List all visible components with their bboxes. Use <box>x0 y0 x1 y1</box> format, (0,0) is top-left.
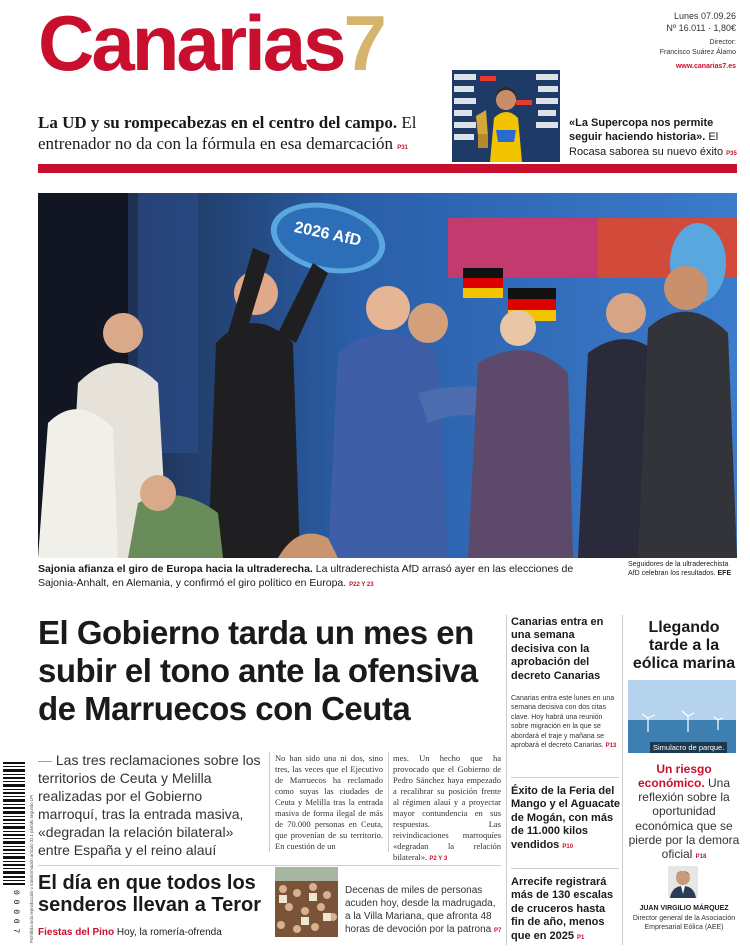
column-rule <box>506 615 507 945</box>
wind-lead: Un riesgo económico. <box>637 762 712 791</box>
afd-sign-text: 2026 AfD <box>292 218 363 250</box>
teror-page: P7 <box>494 928 502 934</box>
canarias-decree-headline[interactable]: Canarias entra en una semana decisiva con la aprobación del decreto Canarias <box>511 616 604 682</box>
column-rule <box>622 615 623 945</box>
lead-headline[interactable]: El Gobierno tarda un mes en subir el tono ante la ofensiva de Marruecos con Ceuta <box>38 614 478 727</box>
teaser-supercopa-headline: «La Supercopa nos permite seguir haciendo historia». <box>569 117 714 144</box>
main-photo-afd-celebration[interactable] <box>38 193 737 558</box>
legal-notice <box>26 745 36 945</box>
teror-text: Decenas de miles de personas acuden hoy, desde la madrugada, a la Villa Mariana, que afronta 48 horas de devoción por la patrona <box>345 885 496 935</box>
wind-photo-label: Simulacro de parque. <box>650 742 727 753</box>
issue-date: Lunes 07.09.26 <box>673 11 736 21</box>
wind-page: P18 <box>695 853 707 860</box>
teror-kicker-text: Hoy, la romería-ofrenda <box>116 927 222 938</box>
barcode <box>3 762 25 940</box>
barcode-digits: 0 0 0 0 7 <box>11 890 20 934</box>
lead-body-col1: No han sido una ni dos, sino tres, las veces que el Ejecutivo de Marruecos ha reclamado como suyas las ciudades de Ceuta y Melilla tras la entrada masiva de forma ilegal de más de 70.000 personas en Ceuta, que provenían de su territorio. En cuestión de un <box>275 753 383 852</box>
lead-subhead-text: Las tres reclamaciones sobre los territorios de Ceuta y Melilla realizadas por el Gobierno marroquí, tras la entrada masiva, «degradan la relación bilateral» entre España y el reino alauí <box>38 752 261 858</box>
teror-kicker <box>38 927 273 938</box>
teaser-ud[interactable] <box>38 113 438 154</box>
photo-side-caption <box>628 560 740 578</box>
subhead-dash: — <box>38 752 56 768</box>
teror-summary <box>345 884 503 936</box>
teaser-supercopa-page: P35 <box>726 150 737 157</box>
mango-fair-page: P10 <box>562 843 574 850</box>
photo-credit: EFE <box>717 570 732 578</box>
canarias-decree-text: Canarias entra este lunes en una semana decisiva con dos citas clave. Hoy habrá una reunión sobre migración en la que se abordará el traje y mañana se aprobará el decreto Canarias. <box>511 695 615 750</box>
website-link[interactable]: www.canarias7.es <box>675 63 736 71</box>
teaser-ud-page: P31 <box>397 144 408 151</box>
main-caption-headline: Sajonia afianza el giro de Europa hacia la ultraderecha. <box>38 563 313 575</box>
main-photo-caption <box>38 562 613 590</box>
author-role: Director general de la Asociación Empresarial Eólica (AEE) <box>632 915 736 931</box>
teror-crowd-photo[interactable] <box>275 867 338 937</box>
section-divider-bar <box>38 164 737 173</box>
author-avatar <box>668 866 698 898</box>
teaser-ud-text: El entrenador no da con la fórmula en esa demarcación <box>38 113 417 153</box>
lead-subhead <box>38 752 263 859</box>
offshore-wind-summary <box>628 762 740 861</box>
director-label: Director: <box>709 39 736 47</box>
lead-page: P2 Y 3 <box>429 856 448 863</box>
arrecife-cruises-headline[interactable] <box>511 876 621 943</box>
side-caption-text: Seguidores de la ultraderechista AfD celebran los resultados. <box>628 561 729 578</box>
issue-number-price: Nº 16.011 · 1,80€ <box>666 23 736 34</box>
offshore-wind-headline[interactable]: Llegando tarde a la eólica marina <box>632 619 736 672</box>
main-caption-text: La ultraderechista AfD arrasó ayer en las elecciones de Sajonia-Anhalt, en Alemania, y confirmó el giro político en Europa. <box>38 563 574 590</box>
story-rule <box>511 868 619 869</box>
masthead-logo[interactable]: Canarias7 <box>38 0 384 87</box>
story-rule <box>511 777 619 778</box>
teaser-ud-headline: La UD y su rompecabezas en el centro del campo. <box>38 113 398 132</box>
canarias-decree-page: P13 <box>605 743 617 750</box>
lead-body-col2 <box>393 753 501 864</box>
section-rule <box>38 865 501 866</box>
mango-fair-headline[interactable] <box>511 785 621 852</box>
teaser-supercopa[interactable] <box>569 116 739 159</box>
director-name: Francisco Suárez Álamo <box>659 48 736 56</box>
column-rule <box>388 752 389 852</box>
author-name: JUAN VIRGILIO MÁRQUEZ <box>639 905 729 912</box>
mango-fair-text: Éxito de la Feria del Mango y el Aguacate de Mogán, con más de 11.000 kilos vendidos <box>511 785 621 851</box>
teaser-supercopa-text: El Rocasa saborea su nuevo éxito <box>569 131 724 158</box>
lead-col2-text: mes. Un hecho que ha provocado que el Gobierno de Pedro Sánchez haya empezado a recalibrar su posición frente al régimen alauí y a proyectar mayor contundencia en sus respuestas. Las reivindicaciones marroquíes «degradan la relación bilateral». <box>393 753 501 863</box>
wind-text: Una reflexión sobre la oportunidad económica que se pierde por la demora oficial <box>628 776 740 861</box>
arrecife-page: P1 <box>577 934 585 941</box>
arrecife-text: Arrecife registrará más de 130 escalas de cruceros hasta fin de año, menos que en 2025 <box>511 876 614 942</box>
column-rule <box>269 752 270 852</box>
main-caption-page: P22 Y 23 <box>349 582 374 589</box>
masthead-meta <box>616 10 736 72</box>
legal-text: Prohibida toda reproducción o transformación artículo 32.1 párrafo segundo LPI <box>29 794 34 943</box>
canarias-decree-summary <box>511 694 621 751</box>
supercopa-photo[interactable] <box>452 70 560 162</box>
teror-kicker-label: Fiestas del Pino <box>38 927 115 938</box>
teror-headline[interactable]: El día en que todos los senderos llevan a Teror <box>38 872 262 916</box>
